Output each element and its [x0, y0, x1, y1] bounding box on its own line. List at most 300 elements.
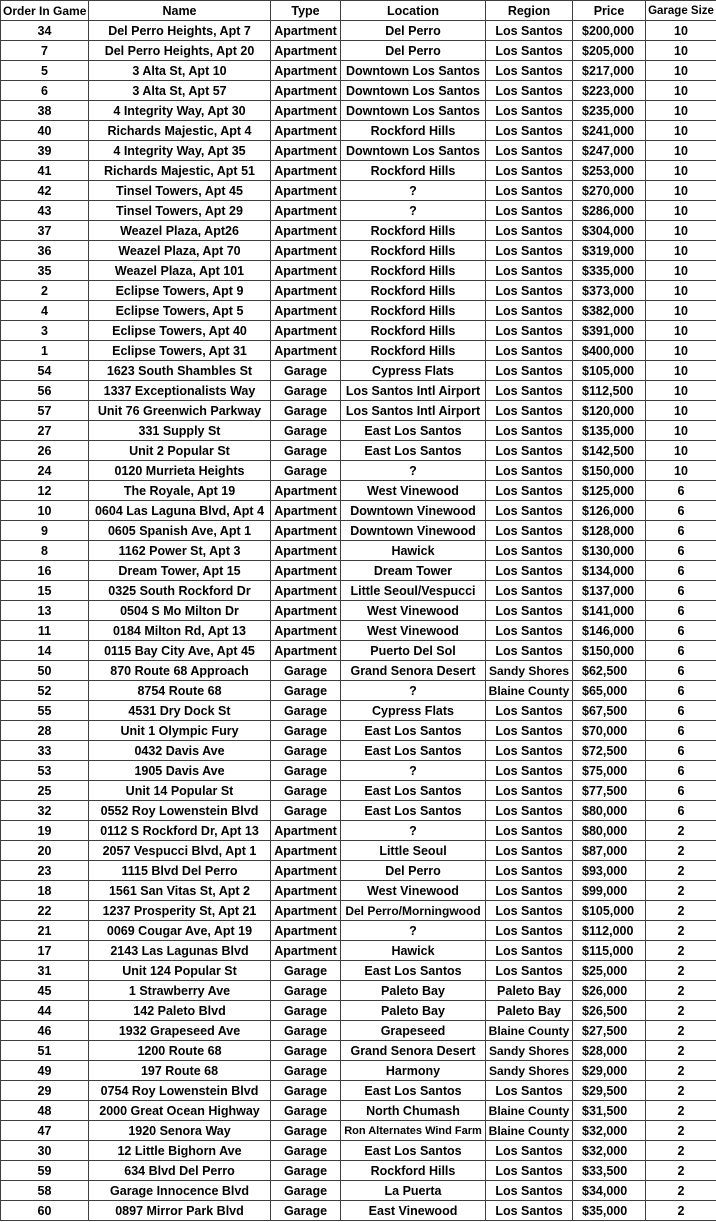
cell-type[interactable]: Apartment — [271, 561, 341, 581]
cell-name[interactable]: Weazel Plaza, Apt 101 — [89, 261, 271, 281]
cell-garage-size[interactable]: 10 — [646, 381, 716, 401]
cell-price[interactable]: $29,500 — [573, 1081, 646, 1101]
cell-order[interactable]: 13 — [1, 601, 89, 621]
cell-type[interactable]: Apartment — [271, 601, 341, 621]
cell-garage-size[interactable]: 2 — [646, 1081, 716, 1101]
cell-location[interactable]: East Los Santos — [341, 961, 486, 981]
cell-region[interactable]: Los Santos — [486, 821, 573, 841]
cell-price[interactable]: $28,000 — [573, 1041, 646, 1061]
cell-location[interactable]: Rockford Hills — [341, 161, 486, 181]
cell-name[interactable]: 4531 Dry Dock St — [89, 701, 271, 721]
cell-price[interactable]: $391,000 — [573, 321, 646, 341]
cell-location[interactable]: West Vinewood — [341, 881, 486, 901]
cell-garage-size[interactable]: 6 — [646, 601, 716, 621]
cell-order[interactable]: 43 — [1, 201, 89, 221]
cell-name[interactable]: 4 Integrity Way, Apt 35 — [89, 141, 271, 161]
cell-price[interactable]: $286,000 — [573, 201, 646, 221]
cell-name[interactable]: 1115 Blvd Del Perro — [89, 861, 271, 881]
cell-type[interactable]: Garage — [271, 1121, 341, 1141]
cell-region[interactable]: Los Santos — [486, 1141, 573, 1161]
cell-price[interactable]: $29,000 — [573, 1061, 646, 1081]
cell-name[interactable]: 2000 Great Ocean Highway — [89, 1101, 271, 1121]
cell-price[interactable]: $75,000 — [573, 761, 646, 781]
cell-location[interactable]: Rockford Hills — [341, 281, 486, 301]
cell-location[interactable]: ? — [341, 761, 486, 781]
cell-garage-size[interactable]: 10 — [646, 141, 716, 161]
cell-garage-size[interactable]: 10 — [646, 441, 716, 461]
cell-type[interactable]: Garage — [271, 1141, 341, 1161]
cell-garage-size[interactable]: 6 — [646, 681, 716, 701]
cell-name[interactable]: Eclipse Towers, Apt 31 — [89, 341, 271, 361]
cell-order[interactable]: 58 — [1, 1181, 89, 1201]
cell-order[interactable]: 33 — [1, 741, 89, 761]
cell-type[interactable]: Apartment — [271, 301, 341, 321]
cell-location[interactable]: Grapeseed — [341, 1021, 486, 1041]
cell-name[interactable]: 1162 Power St, Apt 3 — [89, 541, 271, 561]
cell-order[interactable]: 48 — [1, 1101, 89, 1121]
cell-name[interactable]: Eclipse Towers, Apt 40 — [89, 321, 271, 341]
cell-type[interactable]: Garage — [271, 1181, 341, 1201]
cell-garage-size[interactable]: 2 — [646, 821, 716, 841]
cell-order[interactable]: 12 — [1, 481, 89, 501]
cell-region[interactable]: Los Santos — [486, 1161, 573, 1181]
cell-type[interactable]: Garage — [271, 1081, 341, 1101]
cell-region[interactable]: Los Santos — [486, 221, 573, 241]
cell-type[interactable]: Garage — [271, 1101, 341, 1121]
cell-garage-size[interactable]: 10 — [646, 421, 716, 441]
cell-garage-size[interactable]: 6 — [646, 801, 716, 821]
cell-name[interactable]: 2143 Las Lagunas Blvd — [89, 941, 271, 961]
cell-location[interactable]: La Puerta — [341, 1181, 486, 1201]
cell-order[interactable]: 47 — [1, 1121, 89, 1141]
cell-price[interactable]: $26,000 — [573, 981, 646, 1001]
cell-type[interactable]: Garage — [271, 1041, 341, 1061]
cell-name[interactable]: 1 Strawberry Ave — [89, 981, 271, 1001]
cell-price[interactable]: $319,000 — [573, 241, 646, 261]
cell-location[interactable]: Puerto Del Sol — [341, 641, 486, 661]
cell-location[interactable]: East Los Santos — [341, 781, 486, 801]
cell-type[interactable]: Garage — [271, 401, 341, 421]
cell-type[interactable]: Garage — [271, 721, 341, 741]
cell-order[interactable]: 44 — [1, 1001, 89, 1021]
cell-region[interactable]: Sandy Shores — [486, 1061, 573, 1081]
cell-name[interactable]: 3 Alta St, Apt 57 — [89, 81, 271, 101]
cell-garage-size[interactable]: 6 — [646, 581, 716, 601]
cell-order[interactable]: 52 — [1, 681, 89, 701]
cell-order[interactable]: 7 — [1, 41, 89, 61]
cell-price[interactable]: $77,500 — [573, 781, 646, 801]
cell-location[interactable]: Downtown Vinewood — [341, 521, 486, 541]
cell-price[interactable]: $135,000 — [573, 421, 646, 441]
cell-type[interactable]: Apartment — [271, 841, 341, 861]
cell-name[interactable]: 1337 Exceptionalists Way — [89, 381, 271, 401]
cell-garage-size[interactable]: 6 — [646, 701, 716, 721]
cell-garage-size[interactable]: 10 — [646, 321, 716, 341]
cell-location[interactable]: West Vinewood — [341, 621, 486, 641]
cell-location[interactable]: ? — [341, 201, 486, 221]
cell-garage-size[interactable]: 10 — [646, 81, 716, 101]
cell-region[interactable]: Los Santos — [486, 281, 573, 301]
cell-order[interactable]: 30 — [1, 1141, 89, 1161]
cell-name[interactable]: 0069 Cougar Ave, Apt 19 — [89, 921, 271, 941]
cell-order[interactable]: 26 — [1, 441, 89, 461]
cell-type[interactable]: Garage — [271, 701, 341, 721]
cell-type[interactable]: Garage — [271, 381, 341, 401]
cell-name[interactable]: 0504 S Mo Milton Dr — [89, 601, 271, 621]
cell-price[interactable]: $70,000 — [573, 721, 646, 741]
cell-type[interactable]: Apartment — [271, 501, 341, 521]
cell-price[interactable]: $270,000 — [573, 181, 646, 201]
cell-name[interactable]: 0605 Spanish Ave, Apt 1 — [89, 521, 271, 541]
cell-name[interactable]: 1561 San Vitas St, Apt 2 — [89, 881, 271, 901]
cell-order[interactable]: 18 — [1, 881, 89, 901]
cell-price[interactable]: $26,500 — [573, 1001, 646, 1021]
cell-price[interactable]: $80,000 — [573, 821, 646, 841]
cell-order[interactable]: 5 — [1, 61, 89, 81]
cell-price[interactable]: $335,000 — [573, 261, 646, 281]
cell-location[interactable]: Hawick — [341, 541, 486, 561]
cell-order[interactable]: 27 — [1, 421, 89, 441]
cell-price[interactable]: $373,000 — [573, 281, 646, 301]
cell-name[interactable]: 0184 Milton Rd, Apt 13 — [89, 621, 271, 641]
cell-location[interactable]: East Los Santos — [341, 1081, 486, 1101]
cell-type[interactable]: Garage — [271, 961, 341, 981]
cell-location[interactable]: North Chumash — [341, 1101, 486, 1121]
cell-name[interactable]: 12 Little Bighorn Ave — [89, 1141, 271, 1161]
cell-price[interactable]: $304,000 — [573, 221, 646, 241]
cell-order[interactable]: 37 — [1, 221, 89, 241]
cell-garage-size[interactable]: 2 — [646, 1161, 716, 1181]
cell-garage-size[interactable]: 10 — [646, 41, 716, 61]
cell-order[interactable]: 14 — [1, 641, 89, 661]
cell-price[interactable]: $31,500 — [573, 1101, 646, 1121]
cell-garage-size[interactable]: 10 — [646, 121, 716, 141]
cell-region[interactable]: Los Santos — [486, 61, 573, 81]
cell-location[interactable]: Del Perro — [341, 21, 486, 41]
column-header-garage-size[interactable]: Garage Size — [646, 1, 716, 21]
cell-region[interactable]: Los Santos — [486, 541, 573, 561]
cell-name[interactable]: Richards Majestic, Apt 51 — [89, 161, 271, 181]
cell-type[interactable]: Apartment — [271, 521, 341, 541]
cell-name[interactable]: 0604 Las Laguna Blvd, Apt 4 — [89, 501, 271, 521]
cell-order[interactable]: 31 — [1, 961, 89, 981]
cell-type[interactable]: Apartment — [271, 481, 341, 501]
cell-order[interactable]: 57 — [1, 401, 89, 421]
cell-order[interactable]: 40 — [1, 121, 89, 141]
cell-type[interactable]: Apartment — [271, 321, 341, 341]
cell-price[interactable]: $33,500 — [573, 1161, 646, 1181]
cell-region[interactable]: Sandy Shores — [486, 1041, 573, 1061]
cell-type[interactable]: Apartment — [271, 41, 341, 61]
cell-location[interactable]: Downtown Vinewood — [341, 501, 486, 521]
cell-name[interactable]: 870 Route 68 Approach — [89, 661, 271, 681]
cell-type[interactable]: Garage — [271, 461, 341, 481]
cell-price[interactable]: $65,000 — [573, 681, 646, 701]
column-header-name[interactable]: Name — [89, 1, 271, 21]
cell-garage-size[interactable]: 6 — [646, 541, 716, 561]
cell-order[interactable]: 50 — [1, 661, 89, 681]
cell-type[interactable]: Garage — [271, 1201, 341, 1221]
cell-garage-size[interactable]: 10 — [646, 21, 716, 41]
cell-order[interactable]: 28 — [1, 721, 89, 741]
cell-region[interactable]: Los Santos — [486, 721, 573, 741]
cell-location[interactable]: Rockford Hills — [341, 241, 486, 261]
cell-order[interactable]: 55 — [1, 701, 89, 721]
cell-garage-size[interactable]: 10 — [646, 241, 716, 261]
cell-region[interactable]: Los Santos — [486, 501, 573, 521]
cell-garage-size[interactable]: 2 — [646, 1141, 716, 1161]
cell-region[interactable]: Los Santos — [486, 141, 573, 161]
cell-price[interactable]: $235,000 — [573, 101, 646, 121]
cell-garage-size[interactable]: 10 — [646, 301, 716, 321]
cell-location[interactable]: Little Seoul — [341, 841, 486, 861]
cell-name[interactable]: Garage Innocence Blvd — [89, 1181, 271, 1201]
cell-price[interactable]: $137,000 — [573, 581, 646, 601]
cell-location[interactable]: Cypress Flats — [341, 361, 486, 381]
cell-order[interactable]: 53 — [1, 761, 89, 781]
cell-name[interactable]: 8754 Route 68 — [89, 681, 271, 701]
cell-type[interactable]: Garage — [271, 761, 341, 781]
cell-location[interactable]: Rockford Hills — [341, 121, 486, 141]
cell-region[interactable]: Los Santos — [486, 201, 573, 221]
cell-type[interactable]: Garage — [271, 1001, 341, 1021]
cell-garage-size[interactable]: 10 — [646, 161, 716, 181]
cell-price[interactable]: $115,000 — [573, 941, 646, 961]
cell-type[interactable]: Garage — [271, 441, 341, 461]
cell-type[interactable]: Apartment — [271, 901, 341, 921]
cell-region[interactable]: Los Santos — [486, 621, 573, 641]
cell-name[interactable]: 0115 Bay City Ave, Apt 45 — [89, 641, 271, 661]
cell-location[interactable]: Del Perro — [341, 41, 486, 61]
cell-order[interactable]: 25 — [1, 781, 89, 801]
cell-order[interactable]: 22 — [1, 901, 89, 921]
cell-garage-size[interactable]: 6 — [646, 781, 716, 801]
cell-name[interactable]: Weazel Plaza, Apt 70 — [89, 241, 271, 261]
cell-region[interactable]: Los Santos — [486, 1081, 573, 1101]
cell-region[interactable]: Los Santos — [486, 461, 573, 481]
cell-price[interactable]: $200,000 — [573, 21, 646, 41]
cell-name[interactable]: Unit 124 Popular St — [89, 961, 271, 981]
cell-price[interactable]: $72,500 — [573, 741, 646, 761]
cell-name[interactable]: Del Perro Heights, Apt 7 — [89, 21, 271, 41]
cell-type[interactable]: Apartment — [271, 61, 341, 81]
column-header-order[interactable]: Order In Game — [1, 1, 89, 21]
cell-region[interactable]: Los Santos — [486, 301, 573, 321]
cell-name[interactable]: 3 Alta St, Apt 10 — [89, 61, 271, 81]
cell-region[interactable]: Los Santos — [486, 341, 573, 361]
cell-region[interactable]: Los Santos — [486, 761, 573, 781]
cell-region[interactable]: Los Santos — [486, 941, 573, 961]
cell-garage-size[interactable]: 2 — [646, 921, 716, 941]
cell-location[interactable]: ? — [341, 461, 486, 481]
cell-garage-size[interactable]: 6 — [646, 481, 716, 501]
cell-garage-size[interactable]: 2 — [646, 1001, 716, 1021]
cell-order[interactable]: 15 — [1, 581, 89, 601]
cell-garage-size[interactable]: 6 — [646, 721, 716, 741]
cell-name[interactable]: Dream Tower, Apt 15 — [89, 561, 271, 581]
cell-type[interactable]: Apartment — [271, 881, 341, 901]
cell-garage-size[interactable]: 10 — [646, 101, 716, 121]
cell-name[interactable]: Del Perro Heights, Apt 20 — [89, 41, 271, 61]
cell-order[interactable]: 35 — [1, 261, 89, 281]
cell-type[interactable]: Apartment — [271, 161, 341, 181]
cell-location[interactable]: East Los Santos — [341, 721, 486, 741]
cell-order[interactable]: 32 — [1, 801, 89, 821]
cell-garage-size[interactable]: 10 — [646, 361, 716, 381]
cell-region[interactable]: Los Santos — [486, 881, 573, 901]
cell-name[interactable]: 1905 Davis Ave — [89, 761, 271, 781]
cell-name[interactable]: 4 Integrity Way, Apt 30 — [89, 101, 271, 121]
cell-name[interactable]: 1237 Prosperity St, Apt 21 — [89, 901, 271, 921]
cell-order[interactable]: 1 — [1, 341, 89, 361]
cell-region[interactable]: Los Santos — [486, 181, 573, 201]
cell-region[interactable]: Los Santos — [486, 481, 573, 501]
cell-garage-size[interactable]: 6 — [646, 641, 716, 661]
cell-order[interactable]: 16 — [1, 561, 89, 581]
cell-region[interactable]: Los Santos — [486, 321, 573, 341]
cell-garage-size[interactable]: 2 — [646, 841, 716, 861]
cell-garage-size[interactable]: 6 — [646, 561, 716, 581]
cell-location[interactable]: Downtown Los Santos — [341, 61, 486, 81]
cell-price[interactable]: $67,500 — [573, 701, 646, 721]
cell-order[interactable]: 36 — [1, 241, 89, 261]
cell-order[interactable]: 11 — [1, 621, 89, 641]
cell-name[interactable]: Weazel Plaza, Apt26 — [89, 221, 271, 241]
cell-garage-size[interactable]: 2 — [646, 861, 716, 881]
cell-name[interactable]: 0112 S Rockford Dr, Apt 13 — [89, 821, 271, 841]
cell-garage-size[interactable]: 10 — [646, 61, 716, 81]
cell-region[interactable]: Los Santos — [486, 581, 573, 601]
cell-location[interactable]: Los Santos Intl Airport — [341, 381, 486, 401]
cell-garage-size[interactable]: 6 — [646, 621, 716, 641]
cell-location[interactable]: Paleto Bay — [341, 1001, 486, 1021]
cell-garage-size[interactable]: 2 — [646, 1021, 716, 1041]
cell-order[interactable]: 38 — [1, 101, 89, 121]
cell-order[interactable]: 54 — [1, 361, 89, 381]
cell-region[interactable]: Los Santos — [486, 441, 573, 461]
cell-name[interactable]: 1623 South Shambles St — [89, 361, 271, 381]
cell-price[interactable]: $32,000 — [573, 1121, 646, 1141]
cell-price[interactable]: $87,000 — [573, 841, 646, 861]
cell-location[interactable]: Rockford Hills — [341, 221, 486, 241]
cell-name[interactable]: Tinsel Towers, Apt 29 — [89, 201, 271, 221]
cell-price[interactable]: $99,000 — [573, 881, 646, 901]
cell-name[interactable]: Eclipse Towers, Apt 5 — [89, 301, 271, 321]
cell-price[interactable]: $146,000 — [573, 621, 646, 641]
column-header-price[interactable]: Price — [573, 1, 646, 21]
column-header-type[interactable]: Type — [271, 1, 341, 21]
cell-type[interactable]: Apartment — [271, 641, 341, 661]
cell-region[interactable]: Los Santos — [486, 1201, 573, 1221]
cell-garage-size[interactable]: 10 — [646, 261, 716, 281]
cell-price[interactable]: $382,000 — [573, 301, 646, 321]
cell-garage-size[interactable]: 2 — [646, 901, 716, 921]
cell-type[interactable]: Apartment — [271, 921, 341, 941]
cell-price[interactable]: $128,000 — [573, 521, 646, 541]
cell-region[interactable]: Los Santos — [486, 161, 573, 181]
cell-region[interactable]: Los Santos — [486, 901, 573, 921]
cell-garage-size[interactable]: 10 — [646, 281, 716, 301]
cell-region[interactable]: Los Santos — [486, 861, 573, 881]
cell-garage-size[interactable]: 2 — [646, 961, 716, 981]
cell-location[interactable]: ? — [341, 181, 486, 201]
cell-price[interactable]: $134,000 — [573, 561, 646, 581]
cell-name[interactable]: The Royale, Apt 19 — [89, 481, 271, 501]
cell-type[interactable]: Apartment — [271, 101, 341, 121]
cell-name[interactable]: Unit 1 Olympic Fury — [89, 721, 271, 741]
cell-region[interactable]: Los Santos — [486, 261, 573, 281]
cell-garage-size[interactable]: 2 — [646, 981, 716, 1001]
cell-order[interactable]: 2 — [1, 281, 89, 301]
cell-garage-size[interactable]: 2 — [646, 941, 716, 961]
cell-region[interactable]: Los Santos — [486, 21, 573, 41]
cell-location[interactable]: Dream Tower — [341, 561, 486, 581]
cell-garage-size[interactable]: 10 — [646, 341, 716, 361]
cell-garage-size[interactable]: 10 — [646, 221, 716, 241]
cell-type[interactable]: Apartment — [271, 941, 341, 961]
cell-type[interactable]: Garage — [271, 801, 341, 821]
cell-region[interactable]: Los Santos — [486, 921, 573, 941]
cell-price[interactable]: $400,000 — [573, 341, 646, 361]
cell-garage-size[interactable]: 10 — [646, 181, 716, 201]
cell-garage-size[interactable]: 6 — [646, 741, 716, 761]
cell-type[interactable]: Garage — [271, 1161, 341, 1181]
cell-name[interactable]: 634 Blvd Del Perro — [89, 1161, 271, 1181]
cell-price[interactable]: $80,000 — [573, 801, 646, 821]
cell-location[interactable]: ? — [341, 921, 486, 941]
cell-order[interactable]: 19 — [1, 821, 89, 841]
cell-name[interactable]: Eclipse Towers, Apt 9 — [89, 281, 271, 301]
cell-location[interactable]: Rockford Hills — [341, 1161, 486, 1181]
cell-region[interactable]: Los Santos — [486, 521, 573, 541]
cell-type[interactable]: Garage — [271, 421, 341, 441]
cell-price[interactable]: $205,000 — [573, 41, 646, 61]
cell-type[interactable]: Apartment — [271, 261, 341, 281]
cell-type[interactable]: Apartment — [271, 821, 341, 841]
cell-region[interactable]: Los Santos — [486, 961, 573, 981]
cell-type[interactable]: Apartment — [271, 201, 341, 221]
cell-region[interactable]: Paleto Bay — [486, 1001, 573, 1021]
cell-location[interactable]: East Vinewood — [341, 1201, 486, 1221]
cell-price[interactable]: $105,000 — [573, 361, 646, 381]
cell-name[interactable]: Unit 14 Popular St — [89, 781, 271, 801]
cell-location[interactable]: Grand Senora Desert — [341, 661, 486, 681]
cell-order[interactable]: 49 — [1, 1061, 89, 1081]
cell-location[interactable]: Downtown Los Santos — [341, 81, 486, 101]
cell-region[interactable]: Blaine County — [486, 681, 573, 701]
cell-location[interactable]: Los Santos Intl Airport — [341, 401, 486, 421]
cell-order[interactable]: 42 — [1, 181, 89, 201]
cell-name[interactable]: 197 Route 68 — [89, 1061, 271, 1081]
cell-order[interactable]: 56 — [1, 381, 89, 401]
cell-price[interactable]: $126,000 — [573, 501, 646, 521]
cell-region[interactable]: Los Santos — [486, 781, 573, 801]
cell-region[interactable]: Blaine County — [486, 1121, 573, 1141]
cell-name[interactable]: 0120 Murrieta Heights — [89, 461, 271, 481]
cell-type[interactable]: Apartment — [271, 121, 341, 141]
cell-garage-size[interactable]: 6 — [646, 521, 716, 541]
cell-location[interactable]: Grand Senora Desert — [341, 1041, 486, 1061]
cell-garage-size[interactable]: 10 — [646, 461, 716, 481]
cell-garage-size[interactable]: 2 — [646, 881, 716, 901]
cell-garage-size[interactable]: 6 — [646, 661, 716, 681]
cell-price[interactable]: $217,000 — [573, 61, 646, 81]
cell-type[interactable]: Garage — [271, 1021, 341, 1041]
cell-region[interactable]: Los Santos — [486, 601, 573, 621]
cell-order[interactable]: 39 — [1, 141, 89, 161]
cell-location[interactable]: Little Seoul/Vespucci — [341, 581, 486, 601]
cell-name[interactable]: 0432 Davis Ave — [89, 741, 271, 761]
